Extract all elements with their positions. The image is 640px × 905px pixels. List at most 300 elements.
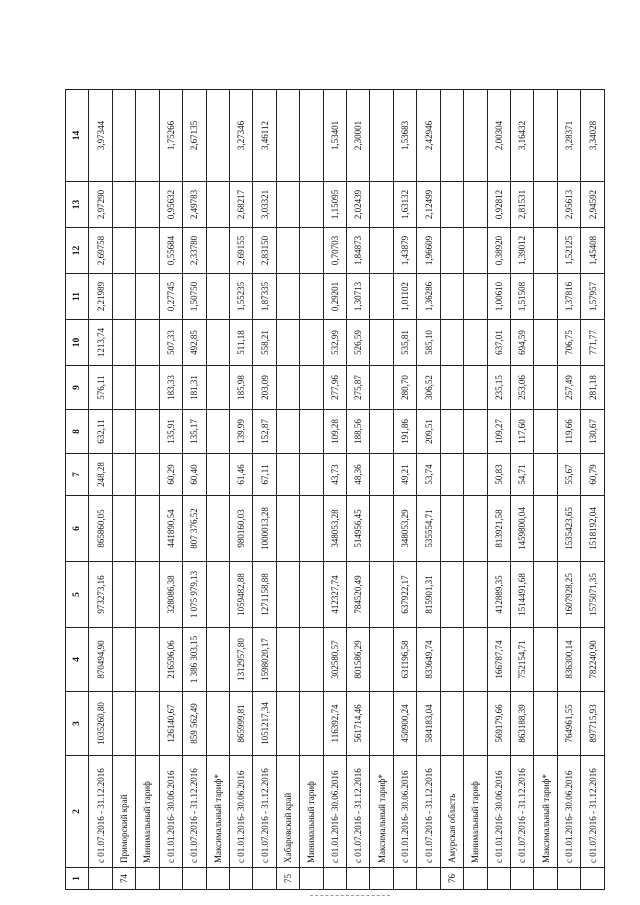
column-header: 5	[66, 562, 89, 628]
value-cell	[464, 274, 487, 320]
row-number	[323, 868, 346, 890]
row-number	[206, 868, 229, 890]
row-number	[253, 868, 276, 890]
value-cell: 2,95613	[557, 182, 580, 228]
value-cell: 216596,06	[159, 628, 182, 692]
value-cell: 752154,71	[511, 628, 534, 692]
value-cell: 807 376,52	[183, 496, 206, 562]
row-number	[347, 868, 370, 890]
column-header: 9	[66, 366, 89, 410]
value-cell	[534, 182, 557, 228]
value-cell	[300, 628, 323, 692]
value-cell	[276, 228, 299, 274]
value-cell	[464, 628, 487, 692]
value-cell: 412889,35	[487, 562, 510, 628]
value-cell: 166787,74	[487, 628, 510, 692]
value-cell: 0,92812	[487, 182, 510, 228]
value-cell: 1,53401	[323, 90, 346, 182]
value-cell: 1,52125	[557, 228, 580, 274]
value-cell: 248,28	[89, 454, 112, 496]
row-number	[370, 868, 393, 890]
value-cell	[112, 320, 135, 366]
table-row	[89, 90, 112, 890]
region-name: Амурская область	[440, 756, 463, 868]
value-cell	[136, 320, 159, 366]
value-cell: 275,87	[347, 366, 370, 410]
value-cell	[534, 454, 557, 496]
value-cell	[370, 90, 393, 182]
value-cell: 2,02439	[347, 182, 370, 228]
value-cell	[112, 182, 135, 228]
table-row	[159, 90, 182, 890]
column-header: 10	[66, 320, 89, 366]
value-cell	[534, 410, 557, 454]
value-cell: 109,27	[487, 410, 510, 454]
value-cell: 450900,24	[393, 692, 416, 756]
value-cell	[112, 366, 135, 410]
value-cell: 784520,49	[347, 562, 370, 628]
value-cell: 694,59	[511, 320, 534, 366]
value-cell: 492,85	[183, 320, 206, 366]
value-cell: 1518192,04	[581, 496, 605, 562]
value-cell	[534, 228, 557, 274]
value-cell: 117,60	[511, 410, 534, 454]
value-cell: 281,18	[581, 366, 605, 410]
column-header: 2	[66, 756, 89, 868]
value-cell	[112, 454, 135, 496]
value-cell	[370, 562, 393, 628]
value-cell	[440, 182, 463, 228]
value-cell	[112, 274, 135, 320]
value-cell	[370, 366, 393, 410]
tariff-row	[370, 90, 393, 890]
table-row	[347, 90, 370, 890]
value-cell	[206, 228, 229, 274]
value-cell	[534, 628, 557, 692]
tariff-row	[464, 90, 487, 890]
value-cell: 188,56	[347, 410, 370, 454]
value-cell	[136, 228, 159, 274]
row-number	[183, 868, 206, 890]
value-cell: 585,10	[417, 320, 440, 366]
value-cell: 897715,93	[581, 692, 605, 756]
value-cell: 561714,46	[347, 692, 370, 756]
value-cell: 1 075 979,13	[183, 562, 206, 628]
value-cell: 2,30001	[347, 90, 370, 182]
value-cell: 2,97290	[89, 182, 112, 228]
value-cell	[206, 496, 229, 562]
value-cell: 1,45408	[581, 228, 605, 274]
tariff-label: Максимальный тариф*	[370, 756, 393, 868]
value-cell	[464, 90, 487, 182]
value-cell	[300, 562, 323, 628]
value-cell	[136, 692, 159, 756]
value-cell	[370, 454, 393, 496]
row-number	[511, 868, 534, 890]
value-cell	[300, 320, 323, 366]
value-cell: 0,29201	[323, 274, 346, 320]
column-header: 13	[66, 182, 89, 228]
value-cell: 782240,90	[581, 628, 605, 692]
value-cell: 328086,38	[159, 562, 182, 628]
value-cell: 865860,05	[89, 496, 112, 562]
value-cell: 558,21	[253, 320, 276, 366]
period-label: с 01.01.2016- 30.06.2016	[229, 756, 252, 868]
column-header: 1	[66, 868, 89, 890]
value-cell: 0,38920	[487, 228, 510, 274]
value-cell: 2,49783	[183, 182, 206, 228]
tariff-table	[65, 89, 605, 890]
value-cell	[136, 366, 159, 410]
period-label: с 01.01.2016- 30.06.2016	[557, 756, 580, 868]
value-cell	[276, 496, 299, 562]
value-cell: 277,96	[323, 366, 346, 410]
value-cell: 2,68217	[229, 182, 252, 228]
value-cell	[300, 366, 323, 410]
value-cell	[440, 454, 463, 496]
period-label: с 01.01.2016- 30.06.2016	[487, 756, 510, 868]
table-row	[581, 90, 605, 890]
value-cell	[206, 320, 229, 366]
value-cell	[300, 692, 323, 756]
header-row	[66, 90, 89, 890]
row-number	[89, 868, 112, 890]
region-name: Приморский край	[112, 756, 135, 868]
value-cell: 2,67135	[183, 90, 206, 182]
value-cell	[534, 366, 557, 410]
value-cell: 2,33780	[183, 228, 206, 274]
value-cell: 3,97344	[89, 90, 112, 182]
value-cell: 1 386 303,15	[183, 628, 206, 692]
tariff-row	[300, 90, 323, 890]
value-cell	[206, 182, 229, 228]
column-header: 6	[66, 496, 89, 562]
value-cell: 253,06	[511, 366, 534, 410]
column-header: 8	[66, 410, 89, 454]
value-cell: 1271158,88	[253, 562, 276, 628]
value-cell: 631196,58	[393, 628, 416, 692]
value-cell: 130,67	[581, 410, 605, 454]
value-cell: 1,37816	[557, 274, 580, 320]
row-number: 74	[112, 868, 135, 890]
value-cell	[370, 496, 393, 562]
period-label: с 01.01.2016- 30.06.2016	[393, 756, 416, 868]
tariff-label: Минимальный тариф	[464, 756, 487, 868]
value-cell: 1598020,17	[253, 628, 276, 692]
value-cell	[136, 562, 159, 628]
row-number	[393, 868, 416, 890]
table-row	[487, 90, 510, 890]
value-cell: 412327,74	[323, 562, 346, 628]
value-cell	[206, 628, 229, 692]
page-edge-mark	[310, 895, 390, 896]
column-header: 7	[66, 454, 89, 496]
value-cell: 48,36	[347, 454, 370, 496]
value-cell: 1035260,80	[89, 692, 112, 756]
value-cell	[112, 562, 135, 628]
value-cell	[464, 454, 487, 496]
value-cell: 54,71	[511, 454, 534, 496]
value-cell: 348053,28	[323, 496, 346, 562]
value-cell	[276, 454, 299, 496]
value-cell: 185,98	[229, 366, 252, 410]
value-cell	[534, 692, 557, 756]
value-cell: 507,33	[159, 320, 182, 366]
value-cell	[464, 366, 487, 410]
value-cell	[136, 182, 159, 228]
value-cell	[136, 90, 159, 182]
value-cell: 116392,74	[323, 692, 346, 756]
row-number	[464, 868, 487, 890]
value-cell	[370, 320, 393, 366]
value-cell: 3,27346	[229, 90, 252, 182]
value-cell	[370, 410, 393, 454]
value-cell	[112, 410, 135, 454]
row-number	[581, 868, 605, 890]
value-cell: 2,83150	[253, 228, 276, 274]
value-cell	[300, 496, 323, 562]
table-row	[417, 90, 440, 890]
value-cell: 859 562,49	[183, 692, 206, 756]
value-cell	[136, 274, 159, 320]
value-cell: 532,99	[323, 320, 346, 366]
rotated-page	[65, 90, 605, 890]
value-cell: 203,09	[253, 366, 276, 410]
value-cell	[464, 228, 487, 274]
value-cell: 1,53683	[393, 90, 416, 182]
value-cell	[440, 692, 463, 756]
value-cell: 209,51	[417, 410, 440, 454]
value-cell: 511,18	[229, 320, 252, 366]
tariff-row	[206, 90, 229, 890]
period-label: с 01.07.2016 - 31.12.2016	[89, 756, 112, 868]
value-cell	[206, 90, 229, 182]
value-cell	[440, 90, 463, 182]
column-header: 4	[66, 628, 89, 692]
value-cell	[464, 410, 487, 454]
value-cell	[534, 274, 557, 320]
value-cell: 1,50750	[183, 274, 206, 320]
value-cell	[276, 628, 299, 692]
value-cell	[440, 562, 463, 628]
value-cell	[206, 366, 229, 410]
value-cell: 2,21989	[89, 274, 112, 320]
value-cell: 0,55684	[159, 228, 182, 274]
tariff-label: Минимальный тариф	[136, 756, 159, 868]
value-cell	[276, 90, 299, 182]
value-cell: 152,87	[253, 410, 276, 454]
value-cell	[440, 320, 463, 366]
value-cell	[440, 410, 463, 454]
row-number: 75	[276, 868, 299, 890]
value-cell: 813921,58	[487, 496, 510, 562]
value-cell: 576,11	[89, 366, 112, 410]
table-row	[229, 90, 252, 890]
table-row	[511, 90, 534, 890]
tariff-label: Максимальный тариф*	[206, 756, 229, 868]
value-cell: 1,84873	[347, 228, 370, 274]
value-cell: 50,83	[487, 454, 510, 496]
value-cell: 1,57957	[581, 274, 605, 320]
value-cell: 865999,81	[229, 692, 252, 756]
value-cell	[276, 692, 299, 756]
value-cell: 1,43879	[393, 228, 416, 274]
tariff-label: Минимальный тариф	[300, 756, 323, 868]
value-cell: 1459800,04	[511, 496, 534, 562]
value-cell: 771,77	[581, 320, 605, 366]
value-cell: 2,69155	[229, 228, 252, 274]
table-row	[253, 90, 276, 890]
value-cell: 833649,74	[417, 628, 440, 692]
value-cell: 2,94592	[581, 182, 605, 228]
value-cell: 706,75	[557, 320, 580, 366]
row-number	[487, 868, 510, 890]
value-cell	[440, 366, 463, 410]
value-cell: 2,00304	[487, 90, 510, 182]
value-cell: 60,40	[183, 454, 206, 496]
value-cell: 801586,29	[347, 628, 370, 692]
value-cell	[206, 410, 229, 454]
period-label: с 01.07.2016 - 31.12.2016	[581, 756, 605, 868]
value-cell	[440, 274, 463, 320]
value-cell: 1000013,28	[253, 496, 276, 562]
region-row	[112, 90, 135, 890]
value-cell: 863188,39	[511, 692, 534, 756]
value-cell: 53,74	[417, 454, 440, 496]
value-cell	[440, 496, 463, 562]
value-cell	[440, 628, 463, 692]
tariff-row	[534, 90, 557, 890]
value-cell: 191,86	[393, 410, 416, 454]
value-cell: 1,96609	[417, 228, 440, 274]
period-label: с 01.07.2016 - 31.12.2016	[347, 756, 370, 868]
value-cell: 0,27745	[159, 274, 182, 320]
value-cell	[276, 366, 299, 410]
value-cell: 126140,67	[159, 692, 182, 756]
column-header: 14	[66, 90, 89, 182]
value-cell	[136, 496, 159, 562]
value-cell: 3,46112	[253, 90, 276, 182]
region-name: Хабаровский край	[276, 756, 299, 868]
table-row	[557, 90, 580, 890]
value-cell: 302580,57	[323, 628, 346, 692]
value-cell: 1312957,80	[229, 628, 252, 692]
value-cell: 3,34028	[581, 90, 605, 182]
value-cell: 1,00610	[487, 274, 510, 320]
value-cell: 815901,31	[417, 562, 440, 628]
value-cell: 60,29	[159, 454, 182, 496]
value-cell: 764961,55	[557, 692, 580, 756]
value-cell	[300, 454, 323, 496]
value-cell: 514956,45	[347, 496, 370, 562]
row-number	[229, 868, 252, 890]
value-cell: 2,81531	[511, 182, 534, 228]
period-label: с 01.01.2016- 30.06.2016	[159, 756, 182, 868]
value-cell: 637,01	[487, 320, 510, 366]
region-row	[440, 90, 463, 890]
value-cell: 348053,29	[393, 496, 416, 562]
value-cell	[300, 410, 323, 454]
value-cell	[136, 410, 159, 454]
value-cell	[464, 562, 487, 628]
value-cell: 569179,66	[487, 692, 510, 756]
row-number	[417, 868, 440, 890]
value-cell: 1,55235	[229, 274, 252, 320]
period-label: с 01.07.2016 - 31.12.2016	[183, 756, 206, 868]
value-cell: 139,99	[229, 410, 252, 454]
row-number: 76	[440, 868, 463, 890]
value-cell	[276, 410, 299, 454]
value-cell: 441890,54	[159, 496, 182, 562]
value-cell: 135,17	[183, 410, 206, 454]
value-cell: 535,81	[393, 320, 416, 366]
period-label: с 01.07.2016 - 31.12.2016	[511, 756, 534, 868]
value-cell	[136, 454, 159, 496]
value-cell: 0,70703	[323, 228, 346, 274]
value-cell: 980160,03	[229, 496, 252, 562]
value-cell: 61,46	[229, 454, 252, 496]
value-cell: 836300,14	[557, 628, 580, 692]
period-label: с 01.07.2016 - 31.12.2016	[253, 756, 276, 868]
value-cell: 0,95632	[159, 182, 182, 228]
value-cell: 1,15095	[323, 182, 346, 228]
value-cell	[206, 562, 229, 628]
value-cell: 870494,90	[89, 628, 112, 692]
value-cell: 67,11	[253, 454, 276, 496]
value-cell: 1,75266	[159, 90, 182, 182]
row-number	[557, 868, 580, 890]
value-cell: 119,66	[557, 410, 580, 454]
period-label: с 01.07.2016 - 31.12.2016	[417, 756, 440, 868]
value-cell	[464, 182, 487, 228]
value-cell: 181,31	[183, 366, 206, 410]
value-cell: 584183,04	[417, 692, 440, 756]
column-header: 11	[66, 274, 89, 320]
value-cell: 973273,16	[89, 562, 112, 628]
table-row	[323, 90, 346, 890]
value-cell	[534, 496, 557, 562]
value-cell	[112, 90, 135, 182]
value-cell	[136, 628, 159, 692]
value-cell: 535554,71	[417, 496, 440, 562]
row-number	[300, 868, 323, 890]
value-cell: 1,51508	[511, 274, 534, 320]
value-cell: 2,12499	[417, 182, 440, 228]
value-cell	[276, 562, 299, 628]
value-cell	[370, 228, 393, 274]
value-cell	[276, 182, 299, 228]
value-cell: 1535423,65	[557, 496, 580, 562]
value-cell	[276, 274, 299, 320]
value-cell	[300, 182, 323, 228]
value-cell	[112, 692, 135, 756]
value-cell: 235,15	[487, 366, 510, 410]
value-cell: 1,87335	[253, 274, 276, 320]
value-cell	[370, 182, 393, 228]
period-label: с 01.01.2016- 30.06.2016	[323, 756, 346, 868]
value-cell: 1607928,25	[557, 562, 580, 628]
value-cell: 1,01102	[393, 274, 416, 320]
value-cell: 55,67	[557, 454, 580, 496]
value-cell	[112, 628, 135, 692]
value-cell	[112, 496, 135, 562]
row-number	[159, 868, 182, 890]
value-cell	[534, 90, 557, 182]
value-cell: 43,73	[323, 454, 346, 496]
value-cell: 135,91	[159, 410, 182, 454]
value-cell: 1,63132	[393, 182, 416, 228]
value-cell: 257,49	[557, 366, 580, 410]
